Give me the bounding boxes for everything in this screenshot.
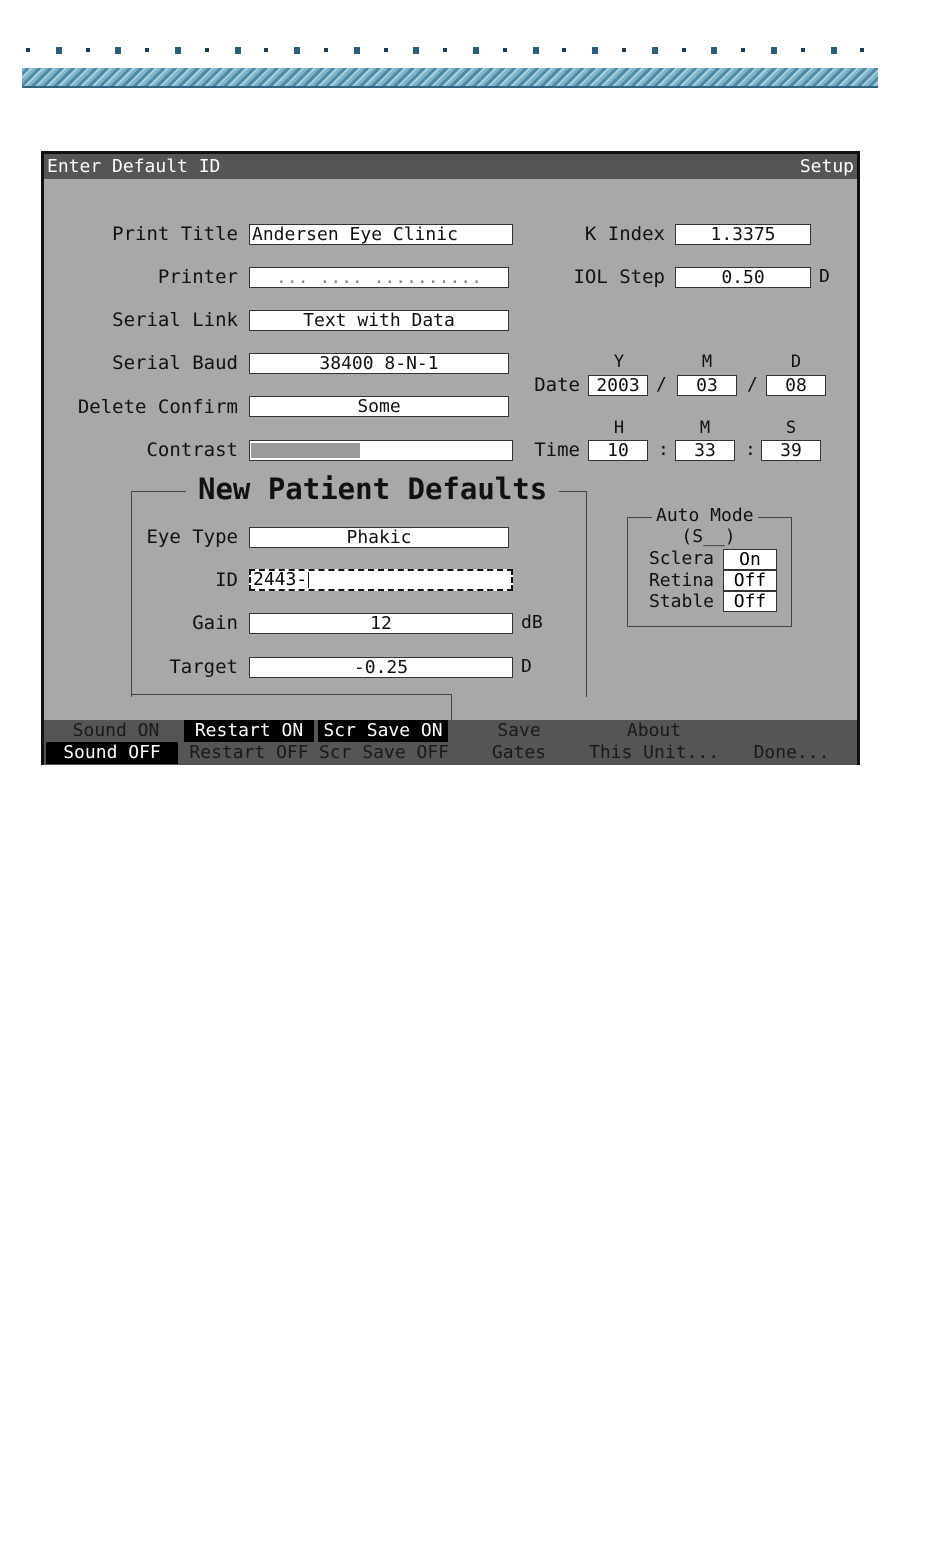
save-gates-key-line2[interactable]: Gates	[491, 742, 547, 763]
time-header-m: M	[699, 418, 711, 438]
save-gates-key[interactable]: Save	[497, 720, 541, 741]
serial-baud-field[interactable]: 38400 8-N-1	[249, 353, 509, 374]
date-separator: /	[656, 374, 667, 395]
device-screen	[41, 151, 860, 765]
dotted-divider	[22, 46, 878, 56]
gain-field[interactable]: 12	[249, 613, 513, 634]
time-header-s: S	[785, 418, 797, 438]
contrast-slider[interactable]	[249, 440, 513, 461]
auto-mode-retina-value[interactable]: Off	[723, 570, 777, 591]
target-unit: D	[521, 656, 532, 677]
divider-dot	[503, 48, 507, 52]
restart-off-key[interactable]: Restart OFF	[189, 742, 309, 763]
restart-on-key[interactable]: Restart ON	[184, 720, 314, 742]
gain-unit: dB	[521, 612, 543, 633]
divider-dot	[562, 48, 566, 52]
divider-dot	[294, 47, 300, 54]
auto-mode-title: Auto Mode	[652, 505, 758, 527]
divider-dot	[354, 47, 360, 54]
group-divider	[451, 694, 452, 720]
divider-dot	[801, 48, 805, 52]
divider-dot	[235, 47, 241, 54]
divider-dot	[26, 48, 30, 52]
time-header-h: H	[613, 418, 625, 438]
about-key-line2[interactable]: This Unit...	[589, 742, 720, 763]
time-minute-field[interactable]: 33	[675, 440, 735, 461]
iol-step-field[interactable]: 0.50	[675, 267, 811, 288]
auto-mode-row-label: Retina	[648, 570, 714, 591]
serial-baud-label: Serial Baud	[112, 352, 238, 374]
scr-save-on-key[interactable]: Scr Save ON	[318, 720, 448, 742]
divider-dot	[205, 48, 209, 52]
divider-dot	[771, 47, 777, 54]
time-second-field[interactable]: 39	[761, 440, 821, 461]
auto-mode-row-label: Stable	[648, 591, 714, 612]
screen-title: Enter Default ID	[47, 156, 221, 177]
text-cursor	[308, 572, 309, 588]
sound-on-key[interactable]: Sound ON	[72, 720, 160, 741]
auto-mode-row-label: Sclera	[648, 548, 714, 569]
divider-dot	[264, 48, 268, 52]
k-index-field[interactable]: 1.3375	[675, 224, 811, 245]
time-separator: :	[658, 439, 669, 460]
date-header-y: Y	[613, 352, 625, 372]
target-label: Target	[169, 656, 238, 678]
divider-dot	[413, 47, 419, 54]
iol-step-label: IOL Step	[573, 266, 665, 288]
mode-label: Setup	[799, 156, 854, 177]
date-separator: /	[747, 374, 758, 395]
printer-field[interactable]: ... .... ..........	[249, 267, 509, 288]
divider-dot	[175, 47, 181, 54]
divider-dot	[145, 48, 149, 52]
divider-dot	[711, 47, 717, 54]
date-header-m: M	[701, 352, 713, 372]
k-index-label: K Index	[584, 223, 665, 245]
iol-step-unit: D	[819, 266, 830, 287]
time-separator: :	[745, 439, 756, 460]
scr-save-off-key[interactable]: Scr Save OFF	[318, 742, 450, 763]
divider-dot	[384, 48, 388, 52]
about-key[interactable]: About	[626, 720, 682, 741]
auto-mode-sclera-value[interactable]: On	[723, 549, 777, 570]
date-header-d: D	[790, 352, 802, 372]
divider-dot	[324, 48, 328, 52]
divider-dot	[56, 47, 62, 54]
contrast-fill	[251, 443, 360, 458]
printer-label: Printer	[157, 266, 238, 288]
divider-dot	[682, 48, 686, 52]
date-year-field[interactable]: 2003	[588, 375, 648, 396]
date-label: Date	[534, 374, 580, 396]
date-day-field[interactable]: 08	[766, 375, 826, 396]
delete-confirm-label: Delete Confirm	[77, 396, 238, 418]
print-title-label: Print Title	[112, 223, 238, 245]
auto-mode-stable-value[interactable]: Off	[723, 591, 777, 612]
divider-dot	[443, 48, 447, 52]
eye-type-label: Eye Type	[146, 526, 238, 548]
title-bar	[44, 154, 857, 179]
gain-label: Gain	[192, 612, 238, 634]
id-label: ID	[215, 569, 238, 591]
contrast-label: Contrast	[146, 439, 238, 461]
group-divider	[131, 694, 451, 695]
serial-link-field[interactable]: Text with Data	[249, 310, 509, 331]
print-title-field[interactable]: Andersen Eye Clinic	[249, 224, 513, 245]
divider-dot	[860, 48, 864, 52]
softkey-bar	[44, 720, 857, 765]
patient-defaults-title: New Patient Defaults	[186, 472, 559, 506]
time-label: Time	[534, 439, 580, 461]
done-key[interactable]: Done...	[753, 742, 830, 763]
sound-off-key[interactable]: Sound OFF	[46, 742, 178, 764]
auto-mode-subtitle: (S__)	[681, 526, 736, 547]
header-band	[22, 68, 878, 88]
divider-dot	[652, 47, 658, 54]
id-input[interactable]	[249, 569, 513, 591]
divider-dot	[741, 48, 745, 52]
id-value: 2443-	[253, 569, 308, 590]
delete-confirm-field[interactable]: Some	[249, 396, 509, 417]
divider-dot	[831, 47, 837, 54]
serial-link-label: Serial Link	[112, 309, 238, 331]
divider-dot	[533, 47, 539, 54]
time-hour-field[interactable]: 10	[588, 440, 648, 461]
divider-dot	[115, 47, 121, 54]
divider-dot	[622, 48, 626, 52]
eye-type-field[interactable]: Phakic	[249, 527, 509, 548]
divider-dot	[86, 48, 90, 52]
divider-dot	[473, 47, 479, 54]
date-month-field[interactable]: 03	[677, 375, 737, 396]
divider-dot	[592, 47, 598, 54]
target-field[interactable]: -0.25	[249, 657, 513, 678]
